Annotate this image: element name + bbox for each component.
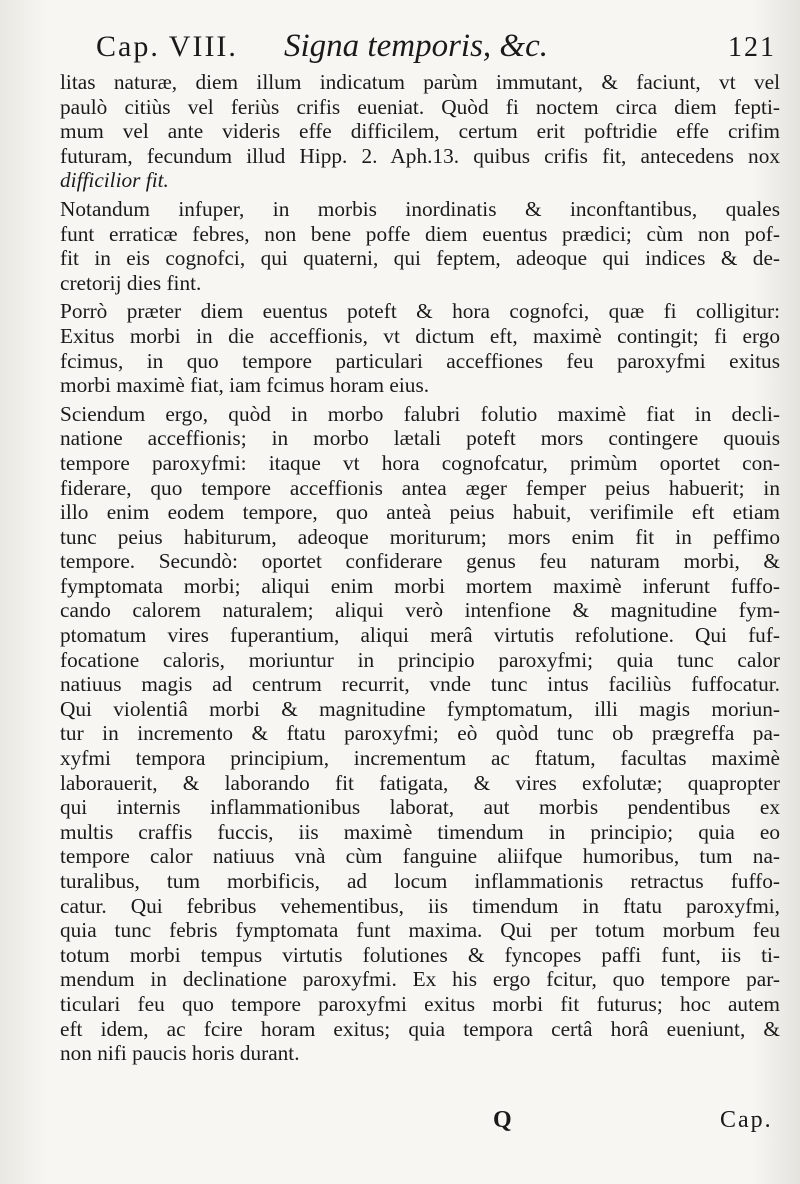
text-line: xyfmi tempora principium, incrementum ac ftatum, facultas maximè (60, 746, 780, 771)
text-line: illo enim eodem tempore, quo anteà peius habuit, verifimile eft etiam (60, 500, 780, 525)
text-line: catur. Qui febribus vehementibus, iis timendum in ftatu paroxyfmi, (60, 893, 780, 918)
text-line: laborauerit, & laborando fit fatigata, & vires exfolutæ; quapropter (60, 770, 780, 795)
text-line: ptomatum vires fuperantium, aliqui merâ virtutis refolutione. Qui fuf- (60, 623, 780, 648)
text-line: ticulari feu quo tempore paroxyfmi exitus morbi fit futurus; hoc autem (60, 991, 780, 1016)
text-line: tempore. Secundò: oportet confiderare genus feu naturam morbi, & (60, 549, 780, 574)
text-line: tempore calor natiuus vnà cùm fanguine aliifque humoribus, tum na- (60, 844, 780, 869)
catchword: Cap. (720, 1107, 773, 1133)
text-line: fiderare, quo tempore acceffionis antea æger femper peius habuerit; in (60, 475, 780, 500)
text-line: tur in incremento & ftatu paroxyfmi; eò quòd tunc ob prægreffa pa- (60, 721, 780, 746)
text-line: Porrò præter diem euentus poteft & hora cognofci, quæ fi colligitur: (60, 299, 780, 324)
text-line: natione acceffionis; in morbo lætali poteft mors contingere quouis (60, 426, 780, 451)
running-title: Signa temporis, &c. (284, 28, 548, 64)
text-line: tempore paroxyfmi: itaque vt hora cognofcatur, primùm oportet con- (60, 450, 780, 475)
text-line: fit in eis cognofci, qui quaterni, qui feptem, adeoque qui indices & de- (60, 246, 780, 271)
body-text (60, 70, 780, 1066)
text-line: fcimus, in quo tempore particulari acceffiones feu paroxyfmi exitus (60, 348, 780, 373)
page-number: 121 (728, 32, 776, 63)
text-line: Qui violentiâ morbi & magnitudine fymptomatum, illi magis moriun- (60, 696, 780, 721)
text-line: totum morbi tempus virtutis folutiones & fyncopes paffi funt, iis ti- (60, 942, 780, 967)
running-header (96, 28, 776, 72)
text-line: multis craffis fuccis, iis maximè timendum in principio; quia eo (60, 819, 780, 844)
page-footer (0, 1107, 800, 1139)
chapter-label: Cap. VIII. (96, 30, 238, 63)
text-line: morbi maximè fiat, iam fcimus horam eius. (60, 373, 430, 398)
text-line: natiuus magis ad centrum recurrit, vnde tunc intus faciliùs fuffocatur. (60, 672, 780, 697)
text-line: paulò citiùs vel feriùs crifis eueniat. Quòd fi noctem circa diem fepti- (60, 94, 780, 119)
text-line: fymptomata morbi; aliqui enim morbi mortem maximè inferunt fuffo- (60, 573, 780, 598)
text-line: cando calorem naturalem; aliqui verò intenfione & magnitudine fym- (60, 598, 780, 623)
text-line: qui internis inflammationibus laborat, aut morbis pendentibus ex (60, 795, 780, 820)
text-line: quia tunc febris fymptomata funt maxima. Qui per totum morbum feu (60, 918, 780, 943)
text-line: litas naturæ, diem illum indicatum parùm immutant, & faciunt, vt vel (60, 70, 780, 94)
text-line: Sciendum ergo, quòd in morbo falubri folutio maximè fiat in decli- (60, 401, 780, 426)
text-line: mum vel ante videris effe difficilem, certum erit poftridie effe crifim (60, 119, 780, 144)
text-line: focatione caloris, moriuntur in principio paroxyfmi; quia tunc calor (60, 647, 780, 672)
text-line: cretorij dies fint. (60, 270, 202, 295)
text-line: turalibus, tum morbificis, ad locum inflammationis retractus fuffo- (60, 869, 780, 893)
text-line: tunc peius habiturum, adeoque moriturum; mors enim fit in peffimo (60, 524, 780, 549)
text-line: funt erraticæ febres, non bene poffe diem euentus prædici; cùm non pof- (60, 221, 780, 246)
text-line: non nifi paucis horis durant. (60, 1041, 300, 1066)
text-line: mendum in declinatione paroxyfmi. Ex his ergo fcitur, quo tempore par- (60, 967, 780, 992)
text-line: Exitus morbi in die acceffionis, vt dictum eft, maximè contingit; fi ergo (60, 323, 780, 348)
signature-mark: Q (493, 1107, 512, 1133)
text-line: eft idem, ac fcire horam exitus; quia tempora certâ horâ eueniunt, & (60, 1016, 780, 1041)
text-line: Notandum infuper, in morbis inordinatis & inconftantibus, quales (60, 196, 780, 221)
text-line: futuram, fecundum illud Hipp. 2. Aph.13. quibus crifis fit, antecedens nox (60, 143, 780, 168)
text-line: difficilior fit. (60, 168, 169, 193)
